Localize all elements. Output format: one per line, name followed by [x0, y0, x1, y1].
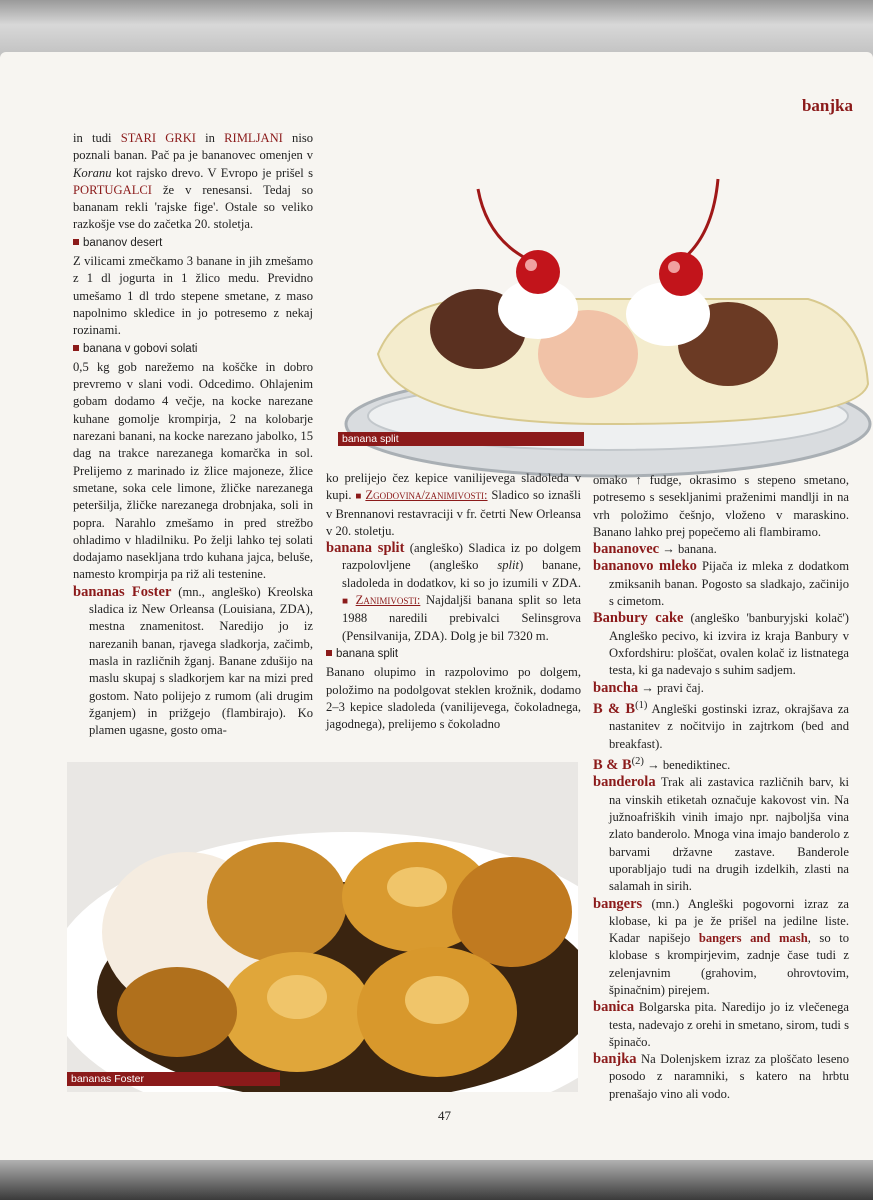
bananas-foster-photo [67, 762, 578, 1092]
square-bullet-icon [73, 239, 79, 245]
book-page [0, 52, 873, 1160]
recipe-gobova-solata: 0,5 kg gob narežemo na koščke in dobro prevremo v slani vodi. Odcedimo. Ohlajenim gobam dodamo 4 večje, na kocke narezane kuhane gomolje krompirja, 2 na kolobarje narezani banani, na kocke narezano jabolko, 15 dag na trakce narezanega komarčka in sol. Prelijemo z marinado iz žlice majoneze, žlice smetane, soka cele limone, žličke narezanega peteršilja, žličke narezanega drobnjaka, soli in popra. Narahlo zmešamo in pred strežbo ohladimo v hladilniku. Po želji lahko tej solati dodajamo naseklјana trdo kuhana jajca, beluše, namesto krompirja pa riž ali testenine. [73, 359, 313, 582]
recipe-banana-split-continued: omako ↑ fudge, okrasimo s stepeno smetano, potresemo s sesekljanimi praženimi mandlji in na vrh položimo češnjo, vloženo v maraskino. Banano lahko prej popečemo ali flambiramo. [593, 473, 849, 539]
link-zanimivosti[interactable]: Zanimivosti: [355, 593, 421, 608]
subheading-banana-split: banana split [326, 646, 581, 663]
recipe-banana-split: Banano olupimo in razpolovimo po dolgem, položimo na podolgovat steklen krožnik, dodamo 2–3 kepice sladoleda (vanilijevega, čokoladnega, jagodnega), prelijemo s čokoladno [326, 665, 581, 732]
entry-bancha: bancha → pravi čaj. [593, 679, 704, 696]
column-left [73, 130, 313, 739]
caption-banana-split: banana split [338, 432, 584, 446]
intro-paragraph: in tudi STARI GRKI in RIMLJANI niso poznali banan. Pač pa je bananovec omenjen v Koranu kot rajsko drevo. V Evropo je prišel s PORTUGALCI že v renesansi. Tedaj so bananam rekli 'rajske fige'. Ostale so veliko razkošje vse do začetka 20. stoletja. [73, 131, 314, 232]
subheading-bananov-desert: bananov desert [73, 235, 313, 252]
square-bullet-icon [73, 345, 79, 351]
entry-banica: banica Bolgarska pita. Naredijo jo iz vlečenega testa, nadevajo z orehi in smetano, sirom, tudi s špinačo. [593, 999, 849, 1049]
caption-bananas-foster: bananas Foster [67, 1072, 280, 1086]
entry-bananovo-mleko: bananovo mleko Pijača iz mleka z dodatkom zmiksanih banan. Pogosto sa sladkajo, začinijo s cimetom. [593, 558, 849, 609]
link-zgodovina[interactable]: Zgodovina/zanimivosti: [365, 488, 488, 503]
square-bullet-icon: ■ [342, 596, 356, 608]
entry-banana-split: banana split (angleško) Sladica iz po dolgem razpolovljene (angleško split) banane, sladoleda in dodatkov, ki so jo izumili v ZDA. ■ Zanimivosti: Najdaljši banana split so leta 1988 naredili prebivalci Selinsgrova (Pensilvanija, ZDA). Dolg je bil 7320 m. [326, 540, 581, 643]
recipe-bananov-desert: Z vilicami zmečkamo 3 banane in jih zmešamo z 1 dl jogurta in 1 žlico medu. Previdno umešamo 1 dl trdo stepene smetane, z maso napolnimo skledice in jo potresemo z nekaj rozinami. [73, 254, 313, 338]
subheading-gobova-solata: banana v gobovi solati [73, 341, 313, 358]
square-bullet-icon [326, 650, 332, 656]
entry-b-and-b-2: B & $B^{(2)}$ → benediktinec. [593, 755, 731, 774]
square-bullet-icon: ■ [355, 491, 366, 503]
entry-banjka: banjka Na Dolenjskem izraz za ploščato leseno posodo z naramniki, s katero na hrbtu prenašajo vino ali vodo. [593, 1051, 849, 1101]
entry-bananovec: bananovec → banana. [593, 541, 717, 558]
entry-bananas-foster: bananas Foster (mn., angleško) Kreolska sladica iz New Orleansa (Louisiana, ZDA), mestna znamenitost. Naredijo jo iz narezanih banan, rjavega sladkorja, začimb, masla in različnih žganj. Banane zdušijo na maslu skupaj s sladkorjem kar na mizi pred gostom. Nato polijejo z rumom (ali drugim žganjem) in prižgejo (flambirajo). Ko plamen ugasne, gosto oma- [73, 583, 313, 738]
entry-b-and-b-1: B & $B^{(1)}$ Angleški gostinski izraz, okrajšava za nastanitev z nočitvijo in zajtrkom (bed and breakfast). [593, 699, 849, 751]
entry-banderola: banderola Trak ali zastavica različnih barv, ki na vinskih etiketah označuje kakovost vin. Na južnoafriških vinih imajo npr. najboljša vina zlato banderolo. Mnoga vina imajo banderolo z barvami državne zastave. Banderole uporabljajo tudi na drugih izdelkih, zlasti na salamah in sirih. [593, 774, 849, 894]
entry-bangers: bangers (mn.) Angleški pogovorni izraz za klobase, ki pa je že prišel na jedilne liste. Kadar napišejo bangers and mash, so to klobase s krompirjevim, zadnje čase tudi z zelenjavnim (grahovim, ohrovtovim, špinačnim) pirejem. [593, 895, 849, 997]
page-number: 47 [438, 1108, 451, 1123]
foster-continued: ko prelijejo čez kepice vanilijevega sladoleda v kupi. ■ Zgodovina/zanimivosti: Sladico so iznašli v Brennanovi restavraciji v fr. četrti New Orleansa v 20. stoletju. [326, 471, 581, 538]
column-middle [326, 470, 581, 733]
entry-banbury-cake: Banbury cake (angleško 'banburyjski kolač') Angleško pecivo, ki izvira iz kraja Banbury v Oxfordshiru: ploščat, ovalen kolač iz listnatega testa, ki ga nadevajo s suhim sadjem. [593, 610, 849, 678]
running-head: banjka [801, 96, 853, 115]
column-right [593, 472, 849, 1103]
